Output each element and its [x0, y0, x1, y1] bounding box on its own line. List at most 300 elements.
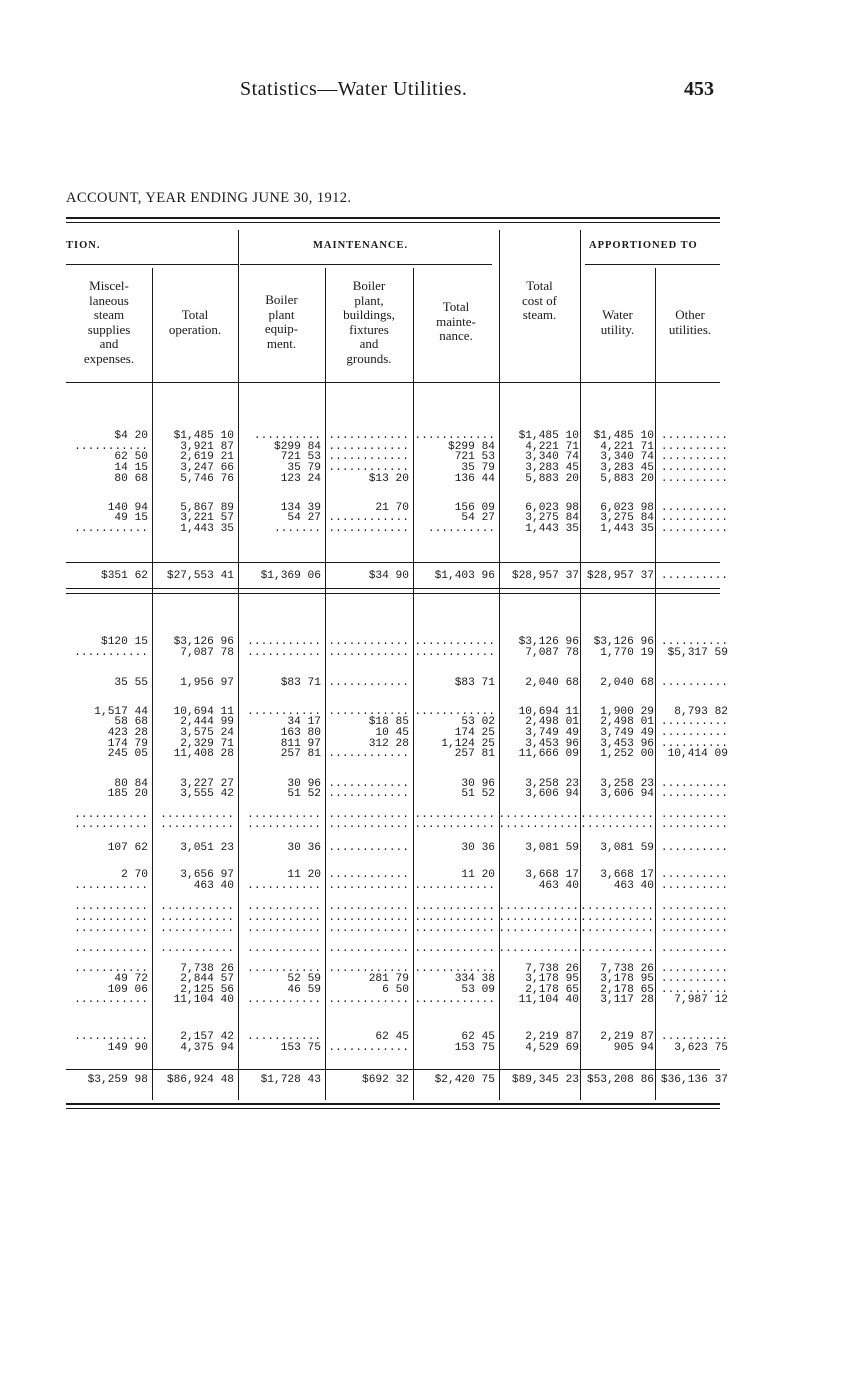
- table-cell: 334 38: [454, 973, 495, 985]
- table-cell: ..........: [660, 636, 728, 648]
- table-cell: ...........: [160, 943, 234, 955]
- table-cell: 423 28: [107, 727, 148, 739]
- column-header-boiler-plant-equipment: Boiler plant equip- ment.: [264, 292, 299, 351]
- table-cell: ..........: [660, 738, 728, 750]
- table-cell: 463 40: [613, 880, 654, 892]
- table-cell: 281 79: [368, 973, 409, 985]
- table-cell: 811 97: [280, 738, 321, 750]
- table-cell: ............: [414, 809, 495, 821]
- table-cell: $28,957 37: [586, 570, 654, 582]
- column-header-misc-steam-supplies: Miscel- laneous steam supplies and expenses.: [83, 278, 135, 366]
- table-cell: 107 62: [107, 842, 148, 854]
- column-header-other-utilities: Other utilities.: [668, 307, 712, 337]
- table-cell: ............: [328, 647, 409, 659]
- table-cell: 10,694 11: [518, 706, 579, 718]
- table-cell: ............: [328, 994, 409, 1006]
- table-cell: ...........: [160, 809, 234, 821]
- table-cell: $4 20: [114, 430, 148, 442]
- table-cell: 721 53: [454, 451, 495, 463]
- table-cell: ............: [414, 880, 495, 892]
- table-cell: 80 84: [114, 778, 148, 790]
- table-cell: 3,606 94: [600, 788, 654, 800]
- table-cell: ...........: [160, 923, 234, 935]
- table-cell: ..........: [660, 923, 728, 935]
- table-cell: ...........: [160, 819, 234, 831]
- table-cell: 3,227 27: [180, 778, 234, 790]
- table-cell: ............: [328, 923, 409, 935]
- table-cell: 3,656 97: [180, 869, 234, 881]
- table-cell: ............: [328, 1042, 409, 1054]
- table-cell: ..........: [660, 451, 728, 463]
- table-cell: ...........: [247, 912, 321, 924]
- table-cell: 2,444 99: [180, 716, 234, 728]
- table-cell: 3,275 84: [525, 512, 579, 524]
- table-cell: ............: [414, 963, 495, 975]
- table-cell: $299 84: [448, 441, 495, 453]
- table-cell: 1,517 44: [94, 706, 148, 718]
- table-cell: ..........: [660, 912, 728, 924]
- table-cell: ............: [328, 880, 409, 892]
- table-cell: $13 20: [368, 473, 409, 485]
- table-cell: $27,553 41: [166, 570, 234, 582]
- table-cell: 463 40: [193, 880, 234, 892]
- table-cell: $89,345 23: [511, 1074, 579, 1086]
- table-cell: ............: [328, 451, 409, 463]
- table-cell: 54 27: [287, 512, 321, 524]
- table-cell: 2,125 56: [180, 984, 234, 996]
- table-cell: ..........: [660, 809, 728, 821]
- column-divider: [238, 230, 239, 1100]
- group-rule-maintenance: [240, 264, 492, 265]
- table-cell: ............: [328, 943, 409, 955]
- table-cell: ............: [498, 901, 579, 913]
- table-cell: ...........: [74, 441, 148, 453]
- table-cell: ............: [328, 819, 409, 831]
- table-cell: $1,485 10: [593, 430, 654, 442]
- column-header-total-operation: Total operation.: [168, 307, 222, 337]
- table-cell: 163 80: [280, 727, 321, 739]
- table-cell: 10,694 11: [173, 706, 234, 718]
- table-cell: ............: [328, 441, 409, 453]
- table-cell: ...........: [247, 880, 321, 892]
- table-cell: $3,126 96: [173, 636, 234, 648]
- table-cell: 35 79: [461, 462, 495, 474]
- table-cell: ..........: [660, 716, 728, 728]
- table-cell: ............: [498, 923, 579, 935]
- table-cell: 153 75: [280, 1042, 321, 1054]
- table-cell: ...........: [74, 994, 148, 1006]
- table-cell: ............: [328, 430, 409, 442]
- table-cell: 109 06: [107, 984, 148, 996]
- table-cell: $28,957 37: [511, 570, 579, 582]
- table-cell: ..........: [660, 943, 728, 955]
- table-cell: 5,867 89: [180, 502, 234, 514]
- table-cell: 62 45: [375, 1031, 409, 1043]
- column-header-total-cost-of-steam: Total cost of steam.: [521, 278, 558, 322]
- table-cell: 3,606 94: [525, 788, 579, 800]
- table-cell: ...........: [74, 912, 148, 924]
- table-cell: ............: [328, 912, 409, 924]
- table-cell: $692 32: [362, 1074, 409, 1086]
- table-cell: ..........: [660, 677, 728, 689]
- group-header-apportioned: APPORTIONED TO: [589, 240, 698, 251]
- table-cell: ..........: [660, 901, 728, 913]
- table-cell: 30 36: [287, 842, 321, 854]
- table-cell: 3,575 24: [180, 727, 234, 739]
- top-rule: [66, 217, 720, 219]
- table-cell: ...........: [580, 923, 654, 935]
- table-cell: 5,883 20: [525, 473, 579, 485]
- table-cell: 4,375 94: [180, 1042, 234, 1054]
- table-cell: $3,259 98: [87, 1074, 148, 1086]
- table-cell: 185 20: [107, 788, 148, 800]
- table-cell: 312 28: [368, 738, 409, 750]
- table-cell: $1,369 06: [260, 570, 321, 582]
- table-cell: ..........: [660, 502, 728, 514]
- table-cell: 463 40: [538, 880, 579, 892]
- table-cell: 58 68: [114, 716, 148, 728]
- table-cell: 51 52: [461, 788, 495, 800]
- bottom-rule-inner: [66, 1108, 720, 1109]
- table-cell: ...........: [247, 647, 321, 659]
- table-cell: ...........: [247, 636, 321, 648]
- table-cell: 3,453 96: [525, 738, 579, 750]
- table-cell: 4,529 69: [525, 1042, 579, 1054]
- table-cell: ..........: [660, 441, 728, 453]
- table-cell: ..........: [660, 430, 728, 442]
- table-cell: ..........: [660, 512, 728, 524]
- table-cell: ............: [328, 963, 409, 975]
- table-cell: 721 53: [280, 451, 321, 463]
- table-cell: 3,453 96: [600, 738, 654, 750]
- table-cell: ...........: [160, 901, 234, 913]
- table-cell: 30 96: [287, 778, 321, 790]
- table-cell: ..........: [660, 778, 728, 790]
- table-cell: ...........: [74, 809, 148, 821]
- table-cell: 54 27: [461, 512, 495, 524]
- table-cell: 2,498 01: [600, 716, 654, 728]
- table-cell: $299 84: [274, 441, 321, 453]
- table-cell: 34 17: [287, 716, 321, 728]
- table-cell: 3,668 17: [600, 869, 654, 881]
- table-cell: 4,221 71: [525, 441, 579, 453]
- table-cell: 136 44: [454, 473, 495, 485]
- table-cell: 3,623 75: [674, 1042, 728, 1054]
- column-divider: [152, 268, 153, 1100]
- subtotal-rule: [66, 562, 720, 563]
- table-cell: 14 15: [114, 462, 148, 474]
- table-cell: 1,770 19: [600, 647, 654, 659]
- table-cell: 21 70: [375, 502, 409, 514]
- table-cell: ...........: [74, 963, 148, 975]
- table-cell: ..........: [660, 963, 728, 975]
- table-cell: ...........: [74, 901, 148, 913]
- table-cell: 5,883 20: [600, 473, 654, 485]
- table-cell: $1,728 43: [260, 1074, 321, 1086]
- table-cell: 2,178 65: [525, 984, 579, 996]
- table-cell: 11 20: [461, 869, 495, 881]
- table-cell: 3,081 59: [600, 842, 654, 854]
- table-cell: ...........: [247, 819, 321, 831]
- table-cell: $5,317 59: [667, 647, 728, 659]
- table-cell: 51 52: [287, 788, 321, 800]
- table-cell: ...........: [74, 819, 148, 831]
- table-cell: ............: [414, 943, 495, 955]
- table-cell: ..........: [660, 880, 728, 892]
- table-cell: 3,247 66: [180, 462, 234, 474]
- table-cell: 3,178 95: [600, 973, 654, 985]
- table-cell: ..........: [660, 1031, 728, 1043]
- table-cell: 3,117 28: [600, 994, 654, 1006]
- table-cell: ............: [414, 647, 495, 659]
- table-cell: ............: [328, 778, 409, 790]
- table-cell: ............: [414, 912, 495, 924]
- table-cell: 46 59: [287, 984, 321, 996]
- table-cell: $83 71: [454, 677, 495, 689]
- table-cell: 49 15: [114, 512, 148, 524]
- table-cell: 245 05: [107, 748, 148, 760]
- table-cell: 11,104 40: [173, 994, 234, 1006]
- header-rule: [66, 382, 720, 383]
- table-cell: ...........: [580, 809, 654, 821]
- table-cell: 3,340 74: [525, 451, 579, 463]
- table-cell: ...........: [247, 901, 321, 913]
- table-cell: ...........: [74, 647, 148, 659]
- table-cell: $83 71: [280, 677, 321, 689]
- table-cell: ...........: [247, 706, 321, 718]
- total-rule: [66, 1069, 720, 1070]
- table-cell: 10,414 09: [667, 748, 728, 760]
- table-cell: 53 02: [461, 716, 495, 728]
- table-cell: 11,408 28: [173, 748, 234, 760]
- table-cell: ............: [414, 819, 495, 831]
- table-cell: ...........: [247, 963, 321, 975]
- table-cell: ............: [414, 430, 495, 442]
- table-cell: 7,738 26: [180, 963, 234, 975]
- table-cell: 8,793 82: [674, 706, 728, 718]
- table-cell: 52 59: [287, 973, 321, 985]
- table-cell: 3,283 45: [600, 462, 654, 474]
- table-cell: 3,340 74: [600, 451, 654, 463]
- table-cell: ...........: [580, 912, 654, 924]
- table-cell: 35 79: [287, 462, 321, 474]
- table-cell: 3,178 95: [525, 973, 579, 985]
- table-cell: 11 20: [287, 869, 321, 881]
- table-cell: 2,619 21: [180, 451, 234, 463]
- table-cell: ...........: [74, 923, 148, 935]
- table-cell: 35 55: [114, 677, 148, 689]
- table-cell: 153 75: [454, 1042, 495, 1054]
- table-cell: ............: [414, 994, 495, 1006]
- column-divider: [325, 268, 326, 1100]
- table-cell: 7,987 12: [674, 994, 728, 1006]
- table-cell: ..........: [660, 570, 728, 582]
- table-cell: ............: [414, 706, 495, 718]
- table-cell: 30 36: [461, 842, 495, 854]
- table-cell: $3,126 96: [518, 636, 579, 648]
- table-cell: ...........: [580, 901, 654, 913]
- table-cell: $1,403 96: [434, 570, 495, 582]
- table-cell: ..........: [660, 842, 728, 854]
- table-cell: 140 94: [107, 502, 148, 514]
- table-cell: 11,666 09: [518, 748, 579, 760]
- column-divider: [499, 230, 500, 1100]
- table-cell: ..........: [660, 869, 728, 881]
- table-cell: 10 45: [375, 727, 409, 739]
- table-cell: 2,040 68: [525, 677, 579, 689]
- table-cell: ..........: [660, 984, 728, 996]
- table-cell: 257 81: [454, 748, 495, 760]
- table-cell: ..........: [660, 523, 728, 535]
- section-rule-2: [66, 593, 720, 594]
- table-cell: 62 45: [461, 1031, 495, 1043]
- table-cell: ...........: [74, 1031, 148, 1043]
- table-cell: 2,498 01: [525, 716, 579, 728]
- column-header-boiler-plant-buildings: Boiler plant, buildings, fixtures and grounds.: [343, 278, 395, 366]
- table-cell: ............: [414, 923, 495, 935]
- table-cell: $36,136 37: [660, 1074, 728, 1086]
- table-cell: 3,749 49: [600, 727, 654, 739]
- table-cell: 3,258 23: [600, 778, 654, 790]
- table-cell: 156 09: [454, 502, 495, 514]
- column-divider: [655, 268, 656, 1100]
- table-cell: 257 81: [280, 748, 321, 760]
- table-cell: 62 50: [114, 451, 148, 463]
- table-cell: 7,087 78: [180, 647, 234, 659]
- table-cell: 1,443 35: [600, 523, 654, 535]
- table-cell: ............: [328, 901, 409, 913]
- table-cell: 1,956 97: [180, 677, 234, 689]
- bottom-rule: [66, 1103, 720, 1105]
- table-cell: 2,157 42: [180, 1031, 234, 1043]
- table-cell: 3,275 84: [600, 512, 654, 524]
- table-cell: ...........: [247, 1031, 321, 1043]
- table-cell: ..........: [660, 462, 728, 474]
- table-cell: 6,023 98: [600, 502, 654, 514]
- table-cell: ..........: [660, 973, 728, 985]
- table-cell: ..........: [660, 473, 728, 485]
- table-cell: .......: [274, 523, 321, 535]
- table-cell: 149 90: [107, 1042, 148, 1054]
- table-cell: 1,900 29: [600, 706, 654, 718]
- column-divider: [413, 268, 414, 1100]
- table-cell: 3,749 49: [525, 727, 579, 739]
- table-cell: 6 50: [382, 984, 409, 996]
- table-cell: 1,443 35: [180, 523, 234, 535]
- table-cell: $1,485 10: [173, 430, 234, 442]
- table-cell: ...........: [247, 943, 321, 955]
- table-cell: ............: [328, 462, 409, 474]
- table-cell: 134 39: [280, 502, 321, 514]
- table-cell: ...........: [74, 523, 148, 535]
- table-cell: 2,219 87: [525, 1031, 579, 1043]
- table-cell: 53 09: [461, 984, 495, 996]
- table-cell: $2,420 75: [434, 1074, 495, 1086]
- table-cell: 3,668 17: [525, 869, 579, 881]
- table-cell: ...........: [580, 819, 654, 831]
- table-cell: ............: [498, 809, 579, 821]
- table-cell: 3,258 23: [525, 778, 579, 790]
- table-cell: $18 85: [368, 716, 409, 728]
- group-rule-operation: [66, 264, 238, 265]
- running-head: Statistics—Water Utilities.: [240, 78, 468, 100]
- table-cell: ...........: [247, 994, 321, 1006]
- table-cell: ...........: [74, 880, 148, 892]
- table-cell: 7,738 26: [600, 963, 654, 975]
- table-cell: ..........: [660, 819, 728, 831]
- table-cell: 3,921 87: [180, 441, 234, 453]
- top-rule-inner: [66, 222, 720, 223]
- account-title: ACCOUNT, YEAR ENDING JUNE 30, 1912.: [66, 190, 352, 206]
- column-header-water-utility: Water utility.: [600, 307, 635, 337]
- group-header-maintenance: MAINTENANCE.: [313, 240, 409, 251]
- table-cell: 11,104 40: [518, 994, 579, 1006]
- table-cell: ............: [498, 912, 579, 924]
- table-cell: 30 96: [461, 778, 495, 790]
- table-cell: 2 70: [121, 869, 148, 881]
- table-cell: ..........: [660, 727, 728, 739]
- table-cell: 1,443 35: [525, 523, 579, 535]
- table-cell: 5,746 76: [180, 473, 234, 485]
- table-cell: ............: [328, 788, 409, 800]
- table-cell: ............: [328, 748, 409, 760]
- table-cell: 2,219 87: [600, 1031, 654, 1043]
- table-cell: ............: [328, 842, 409, 854]
- table-cell: ............: [498, 943, 579, 955]
- table-cell: 2,329 71: [180, 738, 234, 750]
- group-rule-apportioned: [585, 264, 720, 265]
- table-cell: ...........: [247, 809, 321, 821]
- table-cell: ..........: [660, 788, 728, 800]
- table-cell: 905 94: [613, 1042, 654, 1054]
- table-cell: ...........: [74, 943, 148, 955]
- table-cell: 3,081 59: [525, 842, 579, 854]
- table-cell: 49 72: [114, 973, 148, 985]
- table-cell: $53,208 86: [586, 1074, 654, 1086]
- table-cell: 3,555 42: [180, 788, 234, 800]
- table-cell: ............: [498, 819, 579, 831]
- table-cell: $1,485 10: [518, 430, 579, 442]
- table-cell: ............: [328, 512, 409, 524]
- table-cell: ............: [328, 706, 409, 718]
- table-cell: ............: [328, 523, 409, 535]
- table-cell: 174 25: [454, 727, 495, 739]
- table-cell: 2,178 65: [600, 984, 654, 996]
- table-cell: ............: [414, 636, 495, 648]
- table-cell: ..........: [427, 523, 495, 535]
- column-header-total-maintenance: Total mainte- nance.: [436, 299, 476, 343]
- table-cell: 2,040 68: [600, 677, 654, 689]
- table-cell: 3,283 45: [525, 462, 579, 474]
- group-header-operation: TION.: [66, 240, 101, 251]
- table-cell: ...........: [247, 923, 321, 935]
- table-cell: 3,221 57: [180, 512, 234, 524]
- table-cell: $34 90: [368, 570, 409, 582]
- table-cell: 7,087 78: [525, 647, 579, 659]
- table-cell: 174 79: [107, 738, 148, 750]
- table-cell: ............: [328, 677, 409, 689]
- table-cell: $3,126 96: [593, 636, 654, 648]
- table-cell: 123 24: [280, 473, 321, 485]
- section-rule-1: [66, 588, 720, 589]
- column-divider: [580, 230, 581, 1100]
- table-cell: ..........: [253, 430, 321, 442]
- table-cell: ............: [328, 809, 409, 821]
- table-cell: $351 62: [101, 570, 148, 582]
- table-cell: ...........: [160, 912, 234, 924]
- page-number: 453: [684, 78, 714, 100]
- table-cell: ...........: [580, 943, 654, 955]
